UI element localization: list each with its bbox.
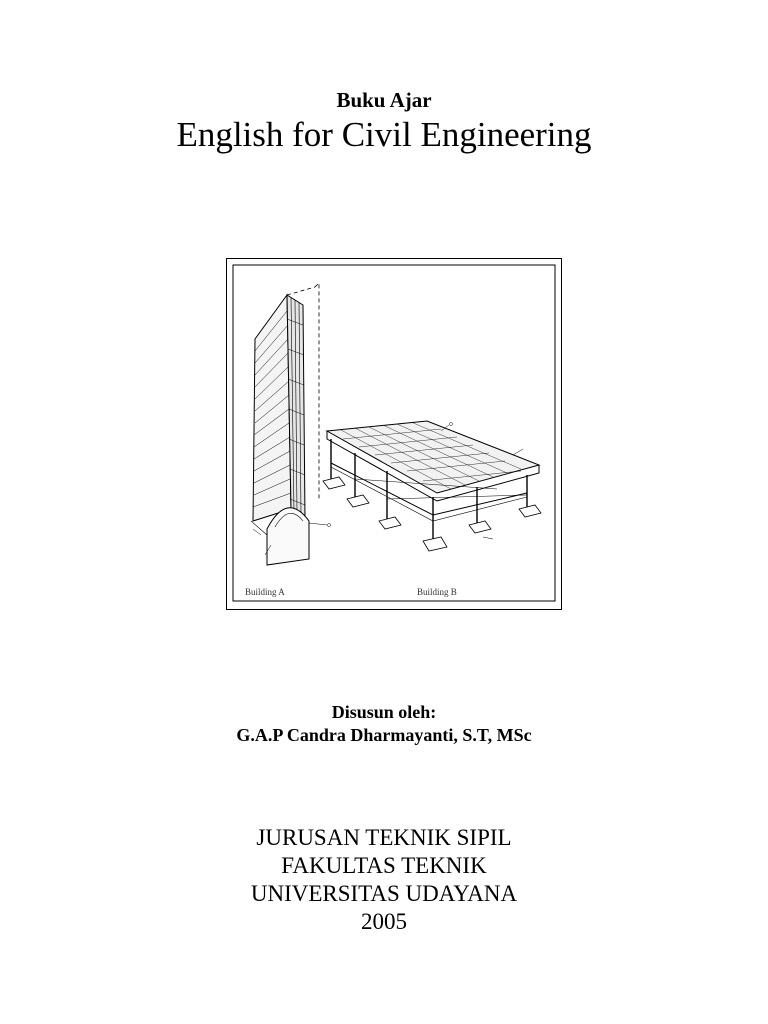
caption-building-a: Building A <box>245 587 285 597</box>
faculty-name: FAKULTAS TEKNIK <box>281 853 487 878</box>
author-name: G.A.P Candra Dharmayanti, S.T, MSc <box>236 725 532 745</box>
building-drawing <box>227 259 561 609</box>
book-title: English for Civil Engineering <box>176 115 592 154</box>
university-name: UNIVERSITAS UDAYANA <box>250 881 518 906</box>
cover-illustration <box>226 258 562 610</box>
author-label: Disusun oleh: <box>331 702 437 722</box>
caption-building-b: Building B <box>417 587 457 597</box>
building-a-drawing <box>251 283 331 565</box>
publication-year: 2005 <box>361 909 407 934</box>
department-name: JURUSAN TEKNIK SIPIL <box>256 825 512 850</box>
book-subtitle: Buku Ajar <box>336 88 432 112</box>
building-b-drawing <box>323 421 541 551</box>
